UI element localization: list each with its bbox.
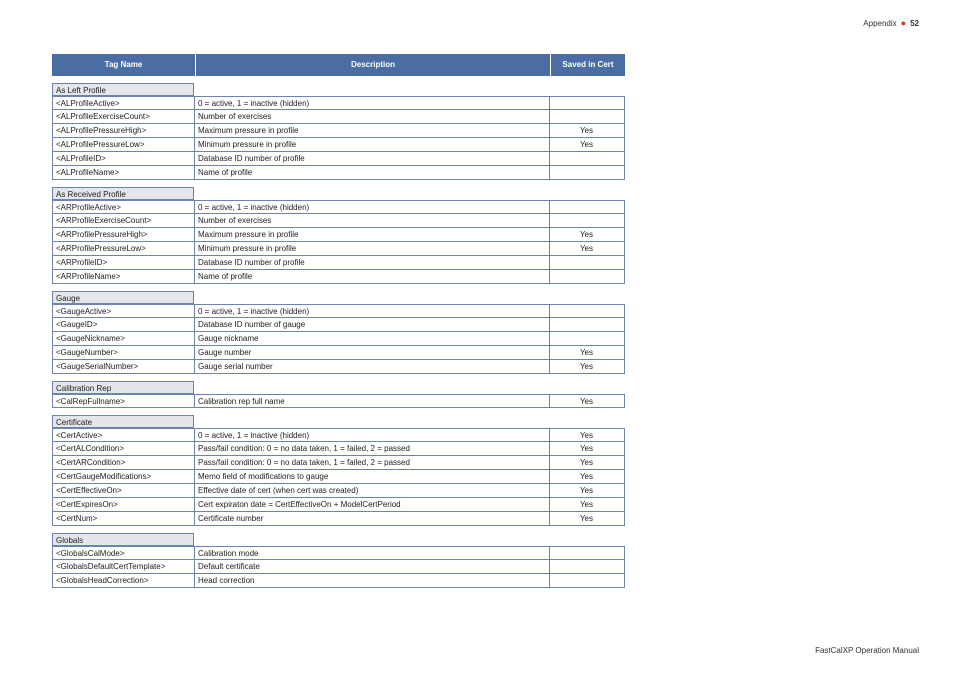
- table-row: [52, 214, 625, 228]
- table-row: [52, 318, 625, 332]
- saved-in-cert-cell: [550, 214, 625, 228]
- tag-table: [52, 54, 625, 588]
- table-row: [52, 512, 625, 526]
- table-row: [52, 574, 625, 588]
- description-cell: Memo field of modifications to gauge: [195, 470, 550, 484]
- description-cell: Minimum pressure in profile: [195, 138, 550, 152]
- description-cell: Pass/fail condition: 0 = no data taken, 1 = failed, 2 = passed: [195, 456, 550, 470]
- description-cell: Effective date of cert (when cert was created): [195, 484, 550, 498]
- saved-in-cert-cell: Yes: [550, 456, 625, 470]
- page-number: 52: [910, 19, 919, 28]
- table-section: [52, 415, 625, 526]
- saved-in-cert-cell: Yes: [550, 442, 625, 456]
- description-cell: Name of profile: [195, 166, 550, 180]
- description-cell: Database ID number of gauge: [195, 318, 550, 332]
- table-row: [52, 546, 625, 560]
- tag-name-cell: <CertNum>: [52, 512, 195, 526]
- page-footer: FastCalXP Operation Manual: [815, 646, 919, 655]
- saved-in-cert-cell: [550, 152, 625, 166]
- table-row: [52, 428, 625, 442]
- description-cell: Cert expiraton date = CertEffectiveOn + ModelCertPeriod: [195, 498, 550, 512]
- table-row: [52, 200, 625, 214]
- column-header-description: Description: [196, 54, 551, 76]
- saved-in-cert-cell: Yes: [550, 428, 625, 442]
- saved-in-cert-cell: [550, 200, 625, 214]
- saved-in-cert-cell: [550, 318, 625, 332]
- table-row: [52, 270, 625, 284]
- description-cell: 0 = active, 1 = inactive (hidden): [195, 96, 550, 110]
- description-cell: Pass/fail condition: 0 = no data taken, 1 = failed, 2 = passed: [195, 442, 550, 456]
- section-title: As Left Profile: [52, 83, 194, 96]
- saved-in-cert-cell: Yes: [550, 124, 625, 138]
- description-cell: Gauge nickname: [195, 332, 550, 346]
- tag-name-cell: <GaugeID>: [52, 318, 195, 332]
- tag-name-cell: <CalRepFullname>: [52, 394, 195, 408]
- table-row: [52, 346, 625, 360]
- table-row: [52, 166, 625, 180]
- section-title: As Received Profile: [52, 187, 194, 200]
- tag-name-cell: <ARProfileExerciseCount>: [52, 214, 195, 228]
- tag-name-cell: <GlobalsHeadCorrection>: [52, 574, 195, 588]
- section-title: Certificate: [52, 415, 194, 428]
- tag-name-cell: <ALProfileActive>: [52, 96, 195, 110]
- saved-in-cert-cell: [550, 270, 625, 284]
- tag-name-cell: <CertActive>: [52, 428, 195, 442]
- description-cell: 0 = active, 1 = inactive (hidden): [195, 304, 550, 318]
- table-row: [52, 124, 625, 138]
- tag-name-cell: <GaugeNumber>: [52, 346, 195, 360]
- table-row: [52, 484, 625, 498]
- section-title: Globals: [52, 533, 194, 546]
- tag-name-cell: <GaugeNickname>: [52, 332, 195, 346]
- description-cell: Default certificate: [195, 560, 550, 574]
- tag-name-cell: <GlobalsCalMode>: [52, 546, 195, 560]
- saved-in-cert-cell: Yes: [550, 242, 625, 256]
- table-row: [52, 456, 625, 470]
- table-row: [52, 304, 625, 318]
- saved-in-cert-cell: Yes: [550, 346, 625, 360]
- saved-in-cert-cell: [550, 166, 625, 180]
- saved-in-cert-cell: Yes: [550, 512, 625, 526]
- description-cell: Maximum pressure in profile: [195, 124, 550, 138]
- tag-name-cell: <ARProfilePressureLow>: [52, 242, 195, 256]
- table-row: [52, 560, 625, 574]
- saved-in-cert-cell: [550, 256, 625, 270]
- table-row: [52, 394, 625, 408]
- saved-in-cert-cell: Yes: [550, 470, 625, 484]
- table-section: [52, 83, 625, 180]
- section-title: Gauge: [52, 291, 194, 304]
- table-section: [52, 381, 625, 408]
- table-body: [52, 83, 625, 588]
- description-cell: Number of exercises: [195, 110, 550, 124]
- tag-name-cell: <ALProfilePressureLow>: [52, 138, 195, 152]
- description-cell: 0 = active, 1 = inactive (hidden): [195, 428, 550, 442]
- description-cell: Database ID number of profile: [195, 256, 550, 270]
- tag-name-cell: <ARProfileID>: [52, 256, 195, 270]
- tag-name-cell: <ALProfileName>: [52, 166, 195, 180]
- description-cell: Minimum pressure in profile: [195, 242, 550, 256]
- tag-name-cell: <CertGaugeModifications>: [52, 470, 195, 484]
- description-cell: 0 = active, 1 = inactive (hidden): [195, 200, 550, 214]
- saved-in-cert-cell: [550, 574, 625, 588]
- description-cell: Certificate number: [195, 512, 550, 526]
- tag-name-cell: <ARProfileActive>: [52, 200, 195, 214]
- saved-in-cert-cell: [550, 546, 625, 560]
- saved-in-cert-cell: [550, 332, 625, 346]
- section-title: Calibration Rep: [52, 381, 194, 394]
- tag-name-cell: <ALProfileExerciseCount>: [52, 110, 195, 124]
- table-row: [52, 242, 625, 256]
- table-row: [52, 96, 625, 110]
- table-header: [52, 54, 625, 76]
- column-header-saved-in-cert: Saved in Cert: [562, 60, 614, 69]
- description-cell: Calibration mode: [195, 546, 550, 560]
- column-header-tag-name: Tag Name: [52, 54, 196, 76]
- tag-name-cell: <GaugeSerialNumber>: [52, 360, 195, 374]
- saved-in-cert-cell: [550, 304, 625, 318]
- table-row: [52, 470, 625, 484]
- tag-name-cell: <GaugeActive>: [52, 304, 195, 318]
- saved-in-cert-cell: Yes: [550, 228, 625, 242]
- table-row: [52, 110, 625, 124]
- table-row: [52, 360, 625, 374]
- saved-in-cert-cell: [550, 96, 625, 110]
- tag-name-cell: <ARProfileName>: [52, 270, 195, 284]
- tag-name-cell: <CertEffectiveOn>: [52, 484, 195, 498]
- tag-name-cell: <ALProfileID>: [52, 152, 195, 166]
- description-cell: Gauge serial number: [195, 360, 550, 374]
- saved-in-cert-cell: Yes: [550, 138, 625, 152]
- description-cell: Calibration rep full name: [195, 394, 550, 408]
- table-row: [52, 138, 625, 152]
- description-cell: Maximum pressure in profile: [195, 228, 550, 242]
- saved-in-cert-cell: Yes: [550, 484, 625, 498]
- table-row: [52, 498, 625, 512]
- saved-in-cert-cell: Yes: [550, 360, 625, 374]
- table-section: [52, 291, 625, 374]
- tag-name-cell: <ALProfilePressureHigh>: [52, 124, 195, 138]
- table-row: [52, 152, 625, 166]
- table-section: [52, 533, 625, 588]
- tag-name-cell: <CertARCondition>: [52, 456, 195, 470]
- saved-in-cert-cell: Yes: [550, 498, 625, 512]
- page-header: [863, 18, 919, 28]
- table-row: [52, 332, 625, 346]
- header-section: Appendix: [863, 19, 897, 28]
- saved-in-cert-cell: [550, 110, 625, 124]
- table-row: [52, 442, 625, 456]
- tag-name-cell: <CertExpiresOn>: [52, 498, 195, 512]
- saved-in-cert-cell: Yes: [550, 394, 625, 408]
- tag-name-cell: <CertALCondition>: [52, 442, 195, 456]
- saved-in-cert-cell: [550, 560, 625, 574]
- description-cell: Head correction: [195, 574, 550, 588]
- description-cell: Database ID number of profile: [195, 152, 550, 166]
- tag-name-cell: <ARProfilePressureHigh>: [52, 228, 195, 242]
- table-row: [52, 256, 625, 270]
- bullet-icon: ●: [900, 18, 907, 28]
- table-row: [52, 228, 625, 242]
- tag-name-cell: <GlobalsDefaultCertTemplate>: [52, 560, 195, 574]
- description-cell: Name of profile: [195, 270, 550, 284]
- description-cell: Gauge number: [195, 346, 550, 360]
- description-cell: Number of exercises: [195, 214, 550, 228]
- table-section: [52, 187, 625, 284]
